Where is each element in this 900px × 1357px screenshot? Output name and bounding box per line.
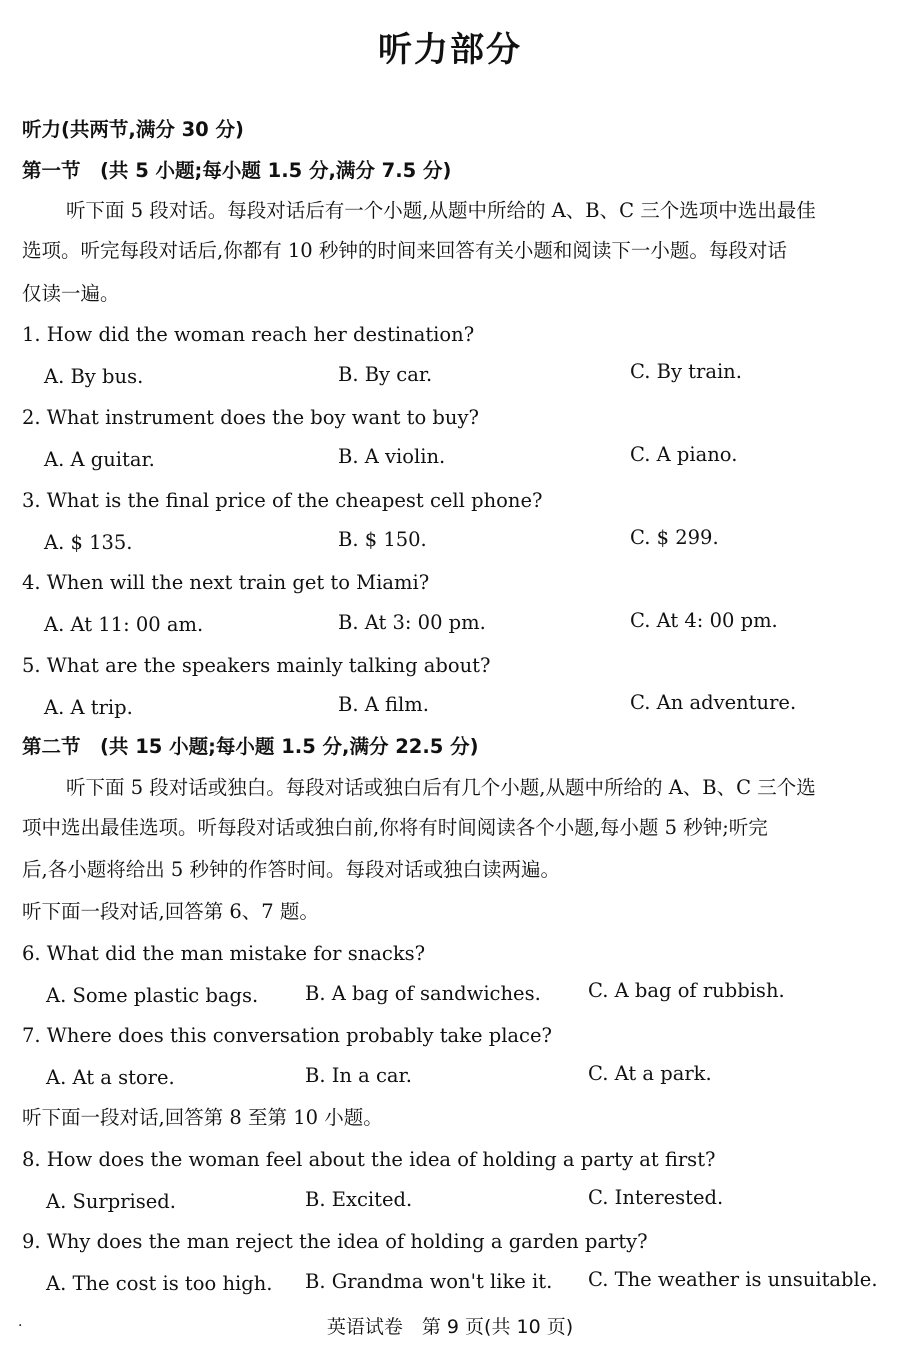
section1-instruction-line2: 选项。听完每段对话后,你都有 10 秒钟的时间来回答有关小题和阅读下一小题。每段对话 — [22, 239, 787, 262]
q4-option-c: C. At 4: 00 pm. — [630, 609, 778, 632]
question-9: 9. Why does the man reject the idea of holding a garden party? — [22, 1230, 648, 1253]
q3-option-a: A. $ 135. — [44, 531, 133, 554]
footer-mark: · — [18, 1318, 23, 1334]
q4-option-a: A. At 11: 00 am. — [44, 613, 204, 636]
question-3: 3. What is the final price of the cheapest cell phone? — [22, 489, 543, 512]
page-footer: 英语试卷 第 9 页(共 10 页) — [326, 1316, 574, 1338]
q9-option-b: B. Grandma won't like it. — [305, 1270, 553, 1293]
section1-instruction-line3: 仅读一遍。 — [22, 282, 120, 305]
q9-option-a: A. The cost is too high. — [46, 1272, 273, 1295]
question-6: 6. What did the man mistake for snacks? — [22, 942, 426, 965]
group-instruction-6-7: 听下面一段对话,回答第 6、7 题。 — [22, 900, 319, 923]
section2-instruction-line1: 听下面 5 段对话或独白。每段对话或独白后有几个小题,从题中所给的 A、B、C 三个选 — [66, 776, 816, 799]
question-2: 2. What instrument does the boy want to buy? — [22, 406, 479, 429]
q2-option-c: C. A piano. — [630, 443, 738, 466]
question-5: 5. What are the speakers mainly talking about? — [22, 654, 491, 677]
q1-option-a: A. By bus. — [44, 365, 144, 388]
q9-option-c: C. The weather is unsuitable. — [588, 1268, 878, 1291]
q8-option-a: A. Surprised. — [46, 1190, 176, 1213]
q8-option-c: C. Interested. — [588, 1186, 724, 1209]
question-1: 1. How did the woman reach her destination? — [22, 323, 475, 346]
q4-option-b: B. At 3: 00 pm. — [338, 611, 486, 634]
question-8: 8. How does the woman feel about the idea of holding a party at first? — [22, 1148, 716, 1171]
q1-option-c: C. By train. — [630, 360, 742, 383]
q5-option-b: B. A film. — [338, 693, 429, 716]
section1-heading: 第一节 (共 5 小题;每小题 1.5 分,满分 7.5 分) — [22, 159, 452, 182]
q7-option-b: B. In a car. — [305, 1064, 412, 1087]
q7-option-c: C. At a park. — [588, 1062, 712, 1085]
q3-option-b: B. $ 150. — [338, 528, 427, 551]
q5-option-c: C. An adventure. — [630, 691, 797, 714]
q1-option-b: B. By car. — [338, 363, 433, 386]
section2-heading: 第二节 (共 15 小题;每小题 1.5 分,满分 22.5 分) — [22, 735, 479, 758]
listening-intro: 听力(共两节,满分 30 分) — [22, 118, 244, 141]
group-instruction-8-10: 听下面一段对话,回答第 8 至第 10 小题。 — [22, 1106, 383, 1129]
page-title: 听力部分 — [378, 30, 522, 70]
question-7: 7. Where does this conversation probably take place? — [22, 1024, 552, 1047]
q6-option-b: B. A bag of sandwiches. — [305, 982, 541, 1005]
q8-option-b: B. Excited. — [305, 1188, 413, 1211]
q7-option-a: A. At a store. — [46, 1066, 175, 1089]
section1-instruction-line1: 听下面 5 段对话。每段对话后有一个小题,从题中所给的 A、B、C 三个选项中选出最佳 — [66, 199, 816, 222]
q2-option-b: B. A violin. — [338, 445, 446, 468]
question-4: 4. When will the next train get to Miami? — [22, 571, 430, 594]
q6-option-c: C. A bag of rubbish. — [588, 979, 785, 1002]
q2-option-a: A. A guitar. — [44, 448, 155, 471]
section2-instruction-line2: 项中选出最佳选项。听每段对话或独白前,你将有时间阅读各个小题,每小题 5 秒钟;听完 — [22, 816, 768, 839]
q3-option-c: C. $ 299. — [630, 526, 719, 549]
q6-option-a: A. Some plastic bags. — [46, 984, 259, 1007]
section2-instruction-line3: 后,各小题将给出 5 秒钟的作答时间。每段对话或独白读两遍。 — [22, 858, 561, 881]
q5-option-a: A. A trip. — [44, 696, 133, 719]
